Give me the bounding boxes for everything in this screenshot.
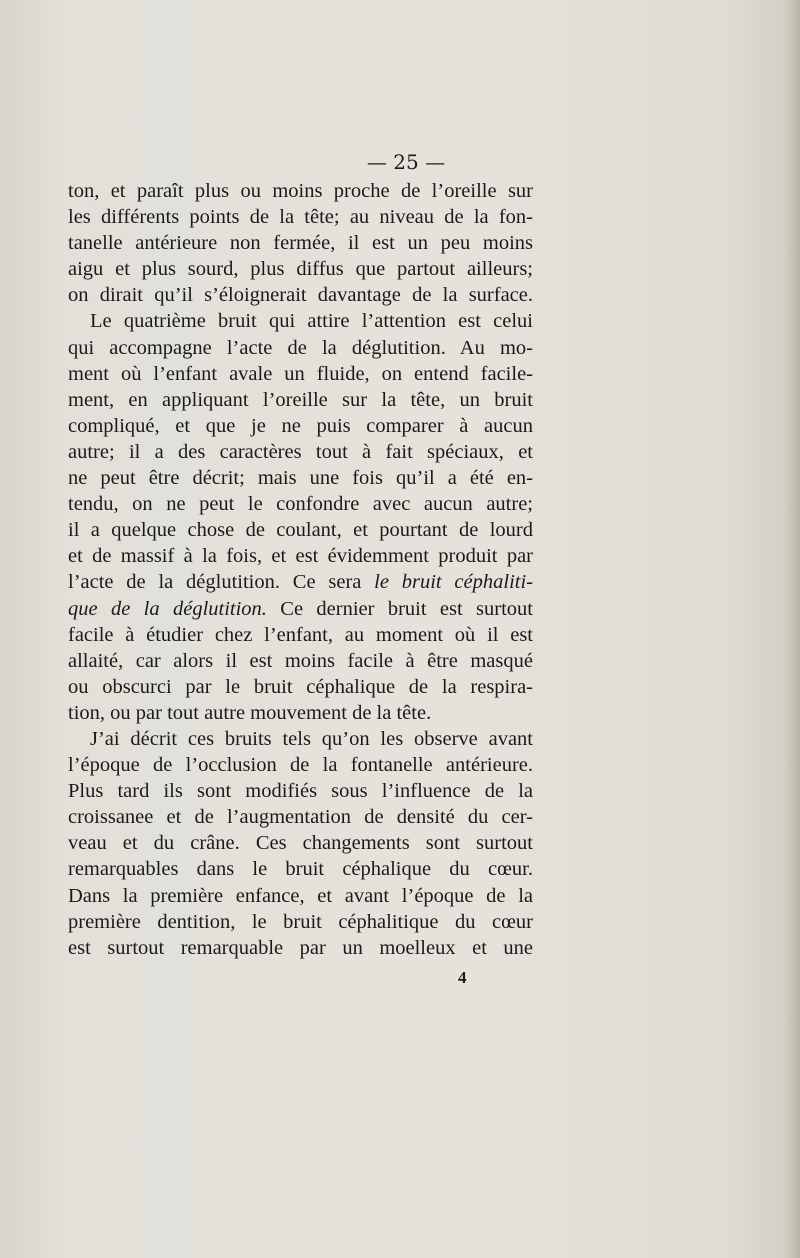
text-line: Dans la première enfance, et avant l’époque de la [68, 884, 533, 907]
text-line: on dirait qu’il s’éloignerait davantage de la surface. [68, 284, 533, 307]
text-line: ou obscurci par le bruit céphalique de la respira- [68, 675, 533, 698]
text-line: veau et du crâne. Ces changements sont surtout [68, 832, 533, 855]
paragraph-end-line: tion, ou par tout autre mouvement de la tête. [68, 701, 432, 724]
text-line: l’époque de l’occlusion de la fontanelle antérieure. [68, 754, 533, 777]
text-line: tanelle antérieure non fermée, il est un peu moins [68, 232, 533, 255]
text-line: Plus tard ils sont modifiés sous l’influence de la [68, 780, 533, 803]
text-line: tendu, on ne peut le confondre avec aucun autre; [68, 493, 533, 516]
text-line: il a quelque chose de coulant, et pourtant de lourd [68, 519, 533, 542]
text-line: ment, en appliquant l’oreille sur la tête, un bruit [68, 388, 533, 411]
text-line: est surtout remarquable par un moelleux et une [68, 936, 533, 959]
italic-run: que de la déglutition. [68, 597, 267, 620]
page-number: — 25 — [366, 150, 446, 174]
text-line: qui accompagne l’acte de la déglutition. Au mo- [68, 336, 533, 359]
text-line [68, 569, 533, 595]
text-line: ton, et paraît plus ou moins proche de l’oreille sur [68, 180, 533, 202]
text-line: compliqué, et que je ne puis comparer à aucun [68, 414, 533, 437]
signature-mark: 4 [458, 968, 467, 987]
paragraph-start-line: J’ai décrit ces bruits tels qu’on les observe avant [90, 727, 533, 750]
italic-run: le bruit céphaliti- [374, 571, 533, 594]
text-line: et de massif à la fois, et est évidemment produit par [68, 545, 533, 568]
text-line: croissanee et de l’augmentation de densité du cer- [68, 806, 533, 829]
text-line: première dentition, le bruit céphalitique du cœur [68, 910, 533, 933]
text-line: remarquables dans le bruit céphalique du cœur. [68, 858, 533, 881]
text-line: autre; il a des caractères tout à fait spéciaux, et [68, 440, 533, 463]
text-line: ment où l’enfant avale un fluide, on entend facile- [68, 362, 533, 385]
text-run: l’acte de la déglutition. Ce sera [68, 571, 375, 594]
text-line: aigu et plus sourd, plus diffus que partout ailleurs; [68, 258, 533, 281]
body-text [68, 178, 533, 961]
page-edge-shadow [786, 0, 800, 1258]
text-run: Ce dernier bruit est surtout [266, 597, 533, 620]
text-line: ne peut être décrit; mais une fois qu’il a été en- [68, 467, 533, 490]
text-line: allaité, car alors il est moins facile à être masqué [68, 649, 533, 672]
text-line: facile à étudier chez l’enfant, au moment où il est [68, 623, 533, 646]
text-line: les différents points de la tête; au niveau de la fon- [68, 206, 533, 229]
text-line [68, 596, 533, 622]
paragraph-start-line: Le quatrième bruit qui attire l’attention est celui [90, 310, 533, 333]
